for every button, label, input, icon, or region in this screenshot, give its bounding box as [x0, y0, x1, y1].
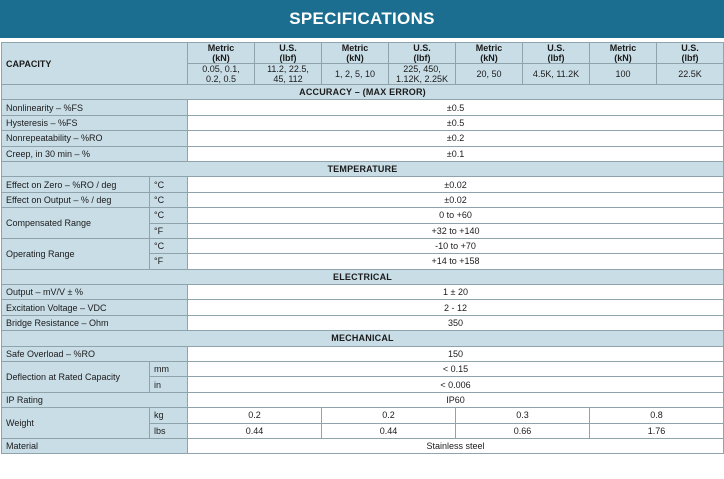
row-value: +32 to +140: [188, 223, 724, 238]
section-header-electrical: [2, 269, 724, 284]
table-row: [2, 208, 724, 223]
capacity-unit-header: U.S. (lbf): [389, 43, 456, 64]
row-value: 0.3: [456, 408, 590, 423]
row-unit: °C: [150, 208, 188, 223]
section-header-accuracy: [2, 85, 724, 100]
row-value: < 0.15: [188, 362, 724, 377]
row-label: Compensated Range: [2, 208, 150, 239]
table-row: [2, 300, 724, 315]
row-unit: mm: [150, 362, 188, 377]
capacity-unit-header: U.S. (lbf): [255, 43, 322, 64]
table-row: [2, 115, 724, 130]
row-value: ±0.5: [188, 115, 724, 130]
row-value: 0.44: [322, 423, 456, 438]
capacity-value: 11.2, 22.5, 45, 112: [255, 64, 322, 85]
row-value: +14 to +158: [188, 254, 724, 269]
table-row: [2, 177, 724, 192]
table-row: [2, 392, 724, 407]
table-row: [2, 346, 724, 361]
row-value: IP60: [188, 392, 724, 407]
row-unit: °C: [150, 192, 188, 207]
row-value: 0.2: [322, 408, 456, 423]
table-row: [2, 238, 724, 253]
row-label: Creep, in 30 min – %: [2, 146, 188, 161]
row-label: Operating Range: [2, 238, 150, 269]
capacity-unit-header: Metric (kN): [590, 43, 657, 64]
table-row: [2, 100, 724, 115]
row-value: < 0.006: [188, 377, 724, 392]
capacity-unit-row: [2, 43, 724, 64]
row-value: -10 to +70: [188, 238, 724, 253]
capacity-value: 20, 50: [456, 64, 523, 85]
table-row: [2, 192, 724, 207]
row-unit: lbs: [150, 423, 188, 438]
capacity-value: 1, 2, 5, 10: [322, 64, 389, 85]
row-label: Output – mV/V ± %: [2, 285, 188, 300]
row-label: Weight: [2, 408, 150, 439]
row-value: 2 - 12: [188, 300, 724, 315]
capacity-value: 100: [590, 64, 657, 85]
capacity-value: 225, 450, 1.12K, 2.25K: [389, 64, 456, 85]
table-row: [2, 408, 724, 423]
section-header-temperature: [2, 161, 724, 176]
row-unit: °C: [150, 177, 188, 192]
row-value: 0.66: [456, 423, 590, 438]
row-unit: °F: [150, 254, 188, 269]
capacity-unit-header: U.S. (lbf): [523, 43, 590, 64]
row-value: 0.2: [188, 408, 322, 423]
capacity-value: 22.5K: [657, 64, 724, 85]
capacity-unit-header: U.S. (lbf): [657, 43, 724, 64]
row-label: Effect on Zero – %RO / deg: [2, 177, 150, 192]
row-unit: °F: [150, 223, 188, 238]
row-unit: kg: [150, 408, 188, 423]
section-title: TEMPERATURE: [2, 161, 724, 176]
row-label: Excitation Voltage – VDC: [2, 300, 188, 315]
row-label: Nonrepeatability – %RO: [2, 131, 188, 146]
capacity-unit-header: Metric (kN): [322, 43, 389, 64]
row-value: ±0.02: [188, 192, 724, 207]
table-row: [2, 362, 724, 377]
row-value: 0.44: [188, 423, 322, 438]
row-label: Material: [2, 438, 188, 453]
row-value: 1.76: [590, 423, 724, 438]
capacity-value: 4.5K, 11.2K: [523, 64, 590, 85]
row-value: 0.8: [590, 408, 724, 423]
page-title: SPECIFICATIONS: [0, 0, 724, 38]
row-value: 150: [188, 346, 724, 361]
row-label: Hysteresis – %FS: [2, 115, 188, 130]
section-title: ACCURACY – (MAX ERROR): [2, 85, 724, 100]
section-title: MECHANICAL: [2, 331, 724, 346]
row-value: 1 ± 20: [188, 285, 724, 300]
row-value: Stainless steel: [188, 438, 724, 453]
row-value: ±0.02: [188, 177, 724, 192]
row-label: Bridge Resistance – Ohm: [2, 315, 188, 330]
capacity-unit-header: Metric (kN): [188, 43, 255, 64]
row-label: IP Rating: [2, 392, 188, 407]
table-row: [2, 146, 724, 161]
row-value: ±0.1: [188, 146, 724, 161]
table-row: [2, 131, 724, 146]
specifications-table: [1, 42, 724, 454]
capacity-value: 0.05, 0.1, 0.2, 0.5: [188, 64, 255, 85]
row-unit: °C: [150, 238, 188, 253]
table-row: [2, 315, 724, 330]
capacity-unit-header: Metric (kN): [456, 43, 523, 64]
section-title: ELECTRICAL: [2, 269, 724, 284]
row-value: ±0.2: [188, 131, 724, 146]
row-unit: in: [150, 377, 188, 392]
row-label: Safe Overload – %RO: [2, 346, 188, 361]
table-row: [2, 438, 724, 453]
row-value: ±0.5: [188, 100, 724, 115]
row-label: Nonlinearity – %FS: [2, 100, 188, 115]
capacity-label: CAPACITY: [2, 43, 188, 85]
table-row: [2, 285, 724, 300]
row-label: Deflection at Rated Capacity: [2, 362, 150, 393]
row-value: 350: [188, 315, 724, 330]
row-value: 0 to +60: [188, 208, 724, 223]
row-label: Effect on Output – % / deg: [2, 192, 150, 207]
section-header-mechanical: [2, 331, 724, 346]
